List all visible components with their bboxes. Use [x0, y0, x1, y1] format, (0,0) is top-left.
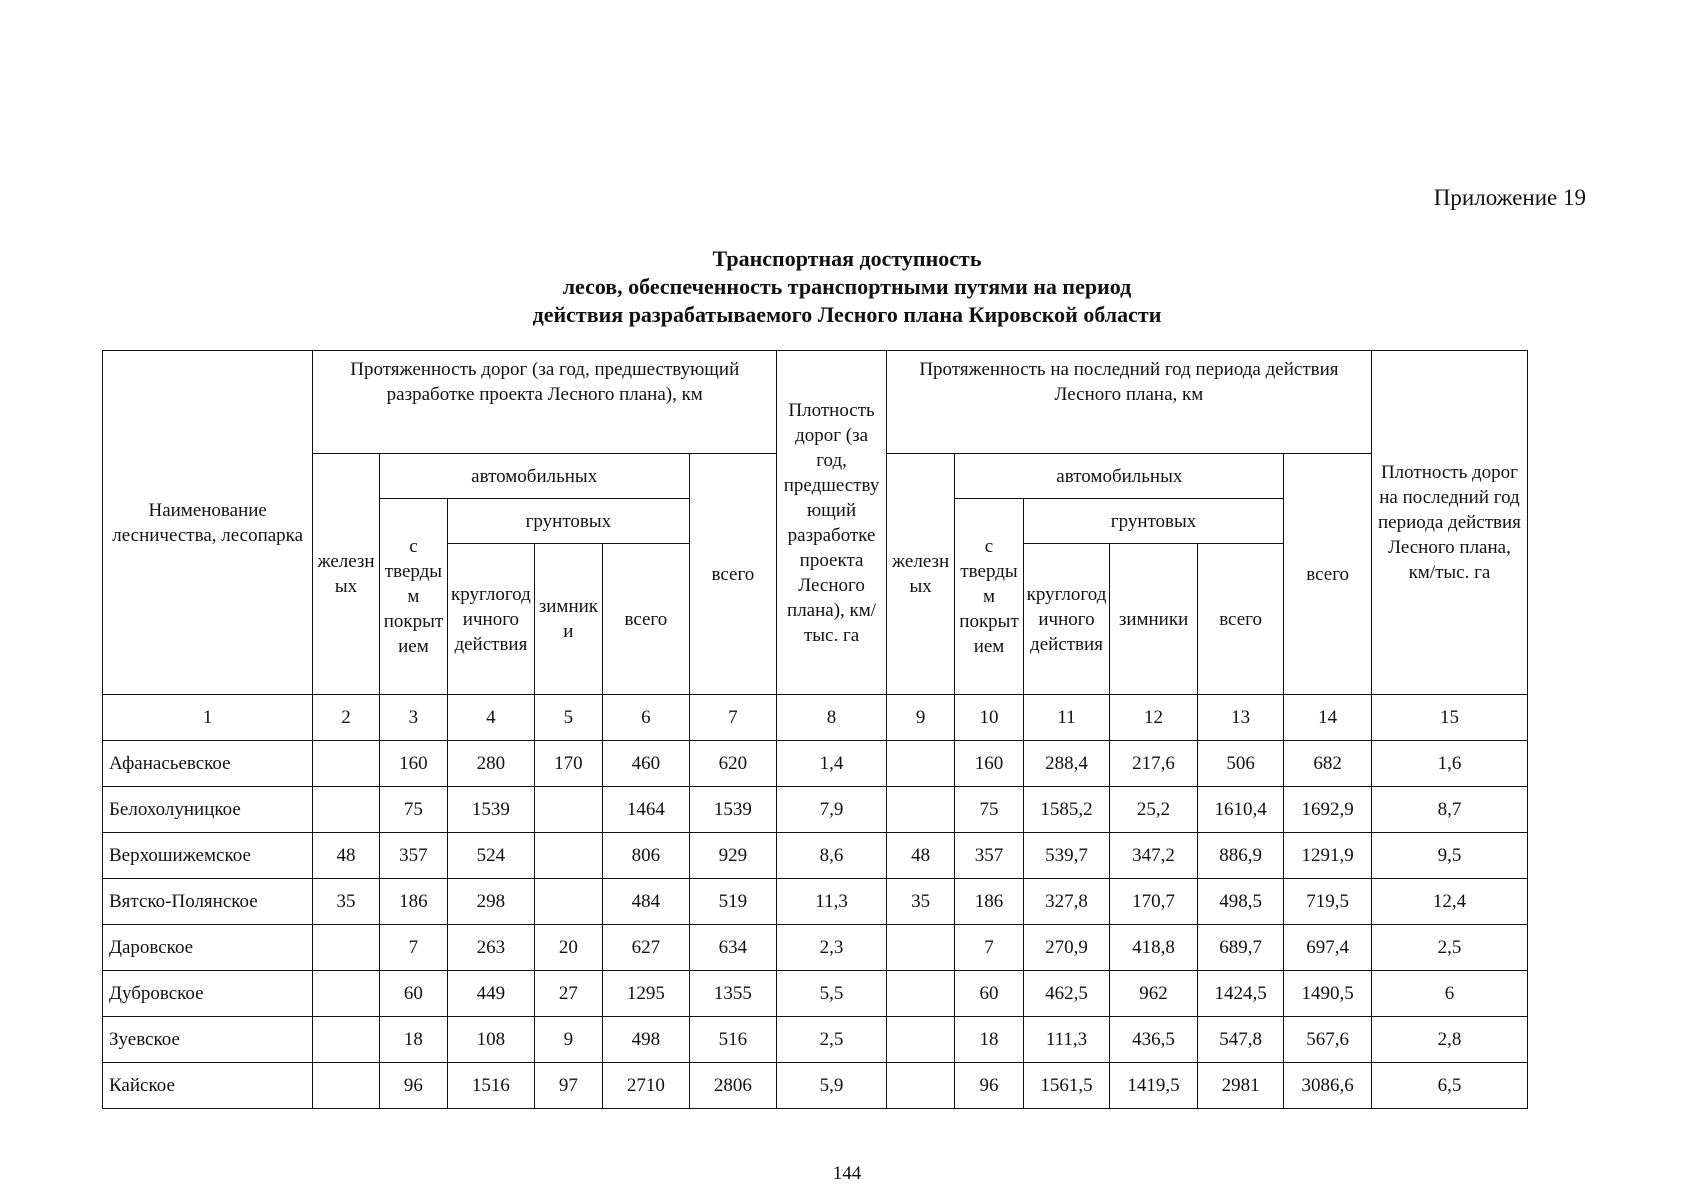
column-number: 13	[1197, 695, 1284, 741]
value-cell: 498,5	[1197, 879, 1284, 925]
value-cell: 1585,2	[1023, 787, 1110, 833]
value-cell: 484	[603, 879, 690, 925]
value-cell: 298	[448, 879, 535, 925]
value-cell: 524	[448, 833, 535, 879]
value-cell: 48	[886, 833, 954, 879]
value-cell: 886,9	[1197, 833, 1284, 879]
value-cell	[534, 787, 602, 833]
forestry-name-cell: Зуевское	[103, 1017, 313, 1063]
header-dirt: грунтовых	[448, 499, 689, 544]
value-cell: 160	[379, 741, 447, 787]
table-body	[103, 741, 1528, 1109]
table-row	[103, 741, 1528, 787]
appendix-label: Приложение 19	[1433, 185, 1586, 210]
value-cell: 6	[1371, 971, 1527, 1017]
column-number: 9	[886, 695, 954, 741]
header-total-2: всего	[1284, 454, 1372, 695]
value-cell: 567,6	[1284, 1017, 1372, 1063]
value-cell: 1610,4	[1197, 787, 1284, 833]
value-cell: 160	[955, 741, 1023, 787]
forestry-name-cell: Белохолуницкое	[103, 787, 313, 833]
value-cell: 1424,5	[1197, 971, 1284, 1017]
title-line-2: лесов, обеспеченность транспортными путями на период	[562, 274, 1132, 299]
value-cell: 108	[448, 1017, 535, 1063]
value-cell: 2,5	[1371, 925, 1527, 971]
value-cell: 418,8	[1110, 925, 1198, 971]
header-dirt-total-2: всего	[1197, 544, 1284, 695]
header-winter-2: зимники	[1110, 544, 1198, 695]
value-cell: 327,8	[1023, 879, 1110, 925]
header-group-before: Протяженность дорог (за год, предшествующий разработке проекта Лесного плана), км	[313, 351, 777, 454]
value-cell	[886, 925, 954, 971]
header-dirt-2: грунтовых	[1023, 499, 1284, 544]
value-cell: 806	[603, 833, 690, 879]
value-cell: 9,5	[1371, 833, 1527, 879]
value-cell: 2981	[1197, 1063, 1284, 1109]
value-cell: 436,5	[1110, 1017, 1198, 1063]
value-cell: 20	[534, 925, 602, 971]
value-cell: 48	[313, 833, 379, 879]
value-cell: 60	[379, 971, 447, 1017]
value-cell: 460	[603, 741, 690, 787]
value-cell: 1516	[448, 1063, 535, 1109]
value-cell	[534, 833, 602, 879]
value-cell: 1464	[603, 787, 690, 833]
value-cell: 111,3	[1023, 1017, 1110, 1063]
value-cell: 18	[955, 1017, 1023, 1063]
header-density-last-year: Плотность дорог на последний год периода действия Лесного плана, км/тыс. га	[1371, 351, 1527, 695]
roads-table	[102, 350, 1528, 1109]
value-cell: 5,5	[777, 971, 887, 1017]
value-cell: 719,5	[1284, 879, 1372, 925]
value-cell	[313, 925, 379, 971]
table-row	[103, 787, 1528, 833]
value-cell: 462,5	[1023, 971, 1110, 1017]
forestry-name-cell: Кайское	[103, 1063, 313, 1109]
forestry-name-cell: Афанасьевское	[103, 741, 313, 787]
value-cell: 170,7	[1110, 879, 1198, 925]
value-cell: 288,4	[1023, 741, 1110, 787]
value-cell: 5,9	[777, 1063, 887, 1109]
value-cell: 2,5	[777, 1017, 887, 1063]
value-cell: 75	[955, 787, 1023, 833]
value-cell: 35	[886, 879, 954, 925]
header-group-last-year: Протяженность на последний год периода действия Лесного плана, км	[886, 351, 1371, 454]
value-cell: 8,6	[777, 833, 887, 879]
table-row	[103, 1063, 1528, 1109]
value-cell: 7,9	[777, 787, 887, 833]
header-dirt-total: всего	[603, 544, 690, 695]
value-cell: 1692,9	[1284, 787, 1372, 833]
value-cell	[886, 971, 954, 1017]
value-cell: 11,3	[777, 879, 887, 925]
value-cell	[534, 879, 602, 925]
column-number: 5	[534, 695, 602, 741]
value-cell: 263	[448, 925, 535, 971]
value-cell: 12,4	[1371, 879, 1527, 925]
table-row	[103, 879, 1528, 925]
page-number: 144	[832, 1163, 862, 1184]
table-row	[103, 925, 1528, 971]
value-cell: 2806	[689, 1063, 777, 1109]
column-number: 14	[1284, 695, 1372, 741]
header-year-round: круглогодичного действия	[448, 544, 535, 695]
value-cell	[886, 1063, 954, 1109]
value-cell: 7	[955, 925, 1023, 971]
value-cell: 506	[1197, 741, 1284, 787]
value-cell: 60	[955, 971, 1023, 1017]
value-cell: 25,2	[1110, 787, 1198, 833]
value-cell	[313, 971, 379, 1017]
value-cell: 1355	[689, 971, 777, 1017]
value-cell: 689,7	[1197, 925, 1284, 971]
value-cell: 634	[689, 925, 777, 971]
header-paved: с твердым покрытием	[379, 499, 447, 695]
value-cell: 449	[448, 971, 535, 1017]
value-cell: 75	[379, 787, 447, 833]
forestry-name-cell: Вятско-Полянское	[103, 879, 313, 925]
column-number: 1	[103, 695, 313, 741]
table-row	[103, 833, 1528, 879]
value-cell: 519	[689, 879, 777, 925]
header-auto-2: автомобильных	[955, 454, 1284, 499]
column-number: 2	[313, 695, 379, 741]
value-cell: 217,6	[1110, 741, 1198, 787]
column-number: 15	[1371, 695, 1527, 741]
column-number: 10	[955, 695, 1023, 741]
value-cell: 35	[313, 879, 379, 925]
value-cell: 3086,6	[1284, 1063, 1372, 1109]
header-winter: зимники	[534, 544, 602, 695]
header-year-round-2: круглогодичного действия	[1023, 544, 1110, 695]
value-cell	[313, 1063, 379, 1109]
value-cell: 1,6	[1371, 741, 1527, 787]
value-cell	[313, 741, 379, 787]
value-cell: 1419,5	[1110, 1063, 1198, 1109]
value-cell: 539,7	[1023, 833, 1110, 879]
value-cell: 357	[379, 833, 447, 879]
value-cell: 27	[534, 971, 602, 1017]
value-cell: 929	[689, 833, 777, 879]
value-cell: 620	[689, 741, 777, 787]
value-cell: 1295	[603, 971, 690, 1017]
header-total: всего	[689, 454, 777, 695]
table-row	[103, 1017, 1528, 1063]
value-cell: 1490,5	[1284, 971, 1372, 1017]
value-cell: 627	[603, 925, 690, 971]
value-cell: 8,7	[1371, 787, 1527, 833]
header-rail: железных	[313, 454, 379, 695]
value-cell: 97	[534, 1063, 602, 1109]
value-cell: 682	[1284, 741, 1372, 787]
value-cell: 2710	[603, 1063, 690, 1109]
column-number: 4	[448, 695, 535, 741]
value-cell: 962	[1110, 971, 1198, 1017]
value-cell: 6,5	[1371, 1063, 1527, 1109]
column-number: 11	[1023, 695, 1110, 741]
value-cell	[886, 1017, 954, 1063]
forestry-name-cell: Даровское	[103, 925, 313, 971]
header-rail-2: железных	[886, 454, 954, 695]
value-cell: 186	[955, 879, 1023, 925]
value-cell: 357	[955, 833, 1023, 879]
value-cell: 1539	[689, 787, 777, 833]
value-cell: 96	[955, 1063, 1023, 1109]
header-name: Наименование лесничества, лесопарка	[103, 351, 313, 695]
value-cell	[886, 741, 954, 787]
value-cell: 186	[379, 879, 447, 925]
column-number: 7	[689, 695, 777, 741]
value-cell: 547,8	[1197, 1017, 1284, 1063]
value-cell: 1561,5	[1023, 1063, 1110, 1109]
value-cell: 1539	[448, 787, 535, 833]
value-cell	[313, 1017, 379, 1063]
value-cell	[886, 787, 954, 833]
value-cell: 2,8	[1371, 1017, 1527, 1063]
value-cell: 9	[534, 1017, 602, 1063]
value-cell: 96	[379, 1063, 447, 1109]
value-cell: 347,2	[1110, 833, 1198, 879]
forestry-name-cell: Дубровское	[103, 971, 313, 1017]
forestry-name-cell: Верхошижемское	[103, 833, 313, 879]
column-number: 3	[379, 695, 447, 741]
document-title	[0, 245, 1694, 329]
value-cell: 280	[448, 741, 535, 787]
column-number: 6	[603, 695, 690, 741]
value-cell: 7	[379, 925, 447, 971]
value-cell	[313, 787, 379, 833]
table-row	[103, 971, 1528, 1017]
value-cell: 1291,9	[1284, 833, 1372, 879]
value-cell: 2,3	[777, 925, 887, 971]
value-cell: 498	[603, 1017, 690, 1063]
value-cell: 1,4	[777, 741, 887, 787]
header-paved-2: с твердым покрытием	[955, 499, 1023, 695]
header-auto: автомобильных	[379, 454, 689, 499]
value-cell: 516	[689, 1017, 777, 1063]
title-line-1: Транспортная доступность	[712, 246, 982, 271]
column-number: 12	[1110, 695, 1198, 741]
value-cell: 270,9	[1023, 925, 1110, 971]
value-cell: 697,4	[1284, 925, 1372, 971]
column-number: 8	[777, 695, 887, 741]
column-numbers-row	[103, 695, 1528, 741]
value-cell: 170	[534, 741, 602, 787]
title-line-3: действия разрабатываемого Лесного плана Кировской области	[532, 302, 1162, 327]
header-density-before: Плотность дорог (за год, предшествующий разработке проекта Лесного плана), км/тыс. га	[777, 351, 887, 695]
value-cell: 18	[379, 1017, 447, 1063]
